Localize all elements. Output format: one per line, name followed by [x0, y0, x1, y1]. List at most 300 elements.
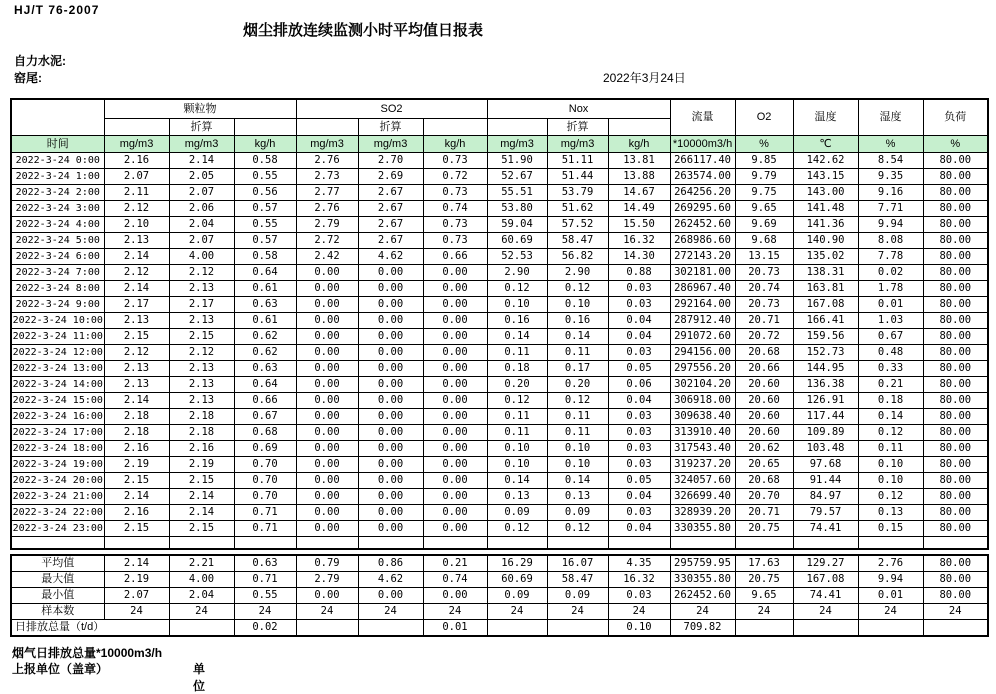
value-cell: 80.00	[923, 409, 988, 425]
value-cell: 319237.20	[670, 457, 735, 473]
value-cell: 0.66	[234, 393, 296, 409]
value-cell: 264256.20	[670, 185, 735, 201]
value-cell: 2.19	[104, 457, 169, 473]
daily-total-value-cell: 0.02	[234, 620, 296, 637]
value-cell: 0.71	[234, 505, 296, 521]
value-cell: 9.65	[735, 201, 793, 217]
value-cell: 56.82	[547, 249, 608, 265]
value-cell: 0.11	[487, 425, 547, 441]
value-cell: 2.18	[169, 409, 234, 425]
unit-header: mg/m3	[358, 136, 423, 153]
unit-header: *10000m3/h	[670, 136, 735, 153]
value-cell: 2.15	[104, 473, 169, 489]
unit-header: kg/h	[234, 136, 296, 153]
unit-header: mg/m3	[169, 136, 234, 153]
time-cell: 2022-3-24 8:00	[11, 281, 104, 297]
blank-cell	[423, 537, 487, 550]
value-cell: 2.18	[169, 425, 234, 441]
summary-value-cell: 4.62	[358, 572, 423, 588]
time-cell: 2022-3-24 13:00	[11, 361, 104, 377]
value-cell: 2.15	[104, 329, 169, 345]
summary-value-cell: 16.07	[547, 555, 608, 572]
value-cell: 0.12	[858, 425, 923, 441]
value-cell: 20.60	[735, 377, 793, 393]
value-cell: 269295.60	[670, 201, 735, 217]
value-cell: 80.00	[923, 169, 988, 185]
value-cell: 0.00	[358, 265, 423, 281]
value-cell: 20.72	[735, 329, 793, 345]
table-row	[11, 505, 988, 521]
value-cell: 2.15	[169, 521, 234, 537]
summary-value-cell: 2.19	[104, 572, 169, 588]
table-row	[11, 185, 988, 201]
value-cell: 14.49	[608, 201, 670, 217]
value-cell: 0.00	[358, 377, 423, 393]
hourly-data-table	[10, 98, 989, 550]
summary-label: 平均值	[11, 555, 104, 572]
blank-cell	[169, 537, 234, 550]
value-cell: 0.10	[487, 457, 547, 473]
value-cell: 9.79	[735, 169, 793, 185]
value-cell: 0.69	[234, 441, 296, 457]
value-cell: 0.67	[234, 409, 296, 425]
value-cell: 20.66	[735, 361, 793, 377]
value-cell: 0.18	[858, 393, 923, 409]
value-cell: 74.41	[793, 521, 858, 537]
header-o2: O2	[735, 99, 793, 136]
value-cell: 0.00	[358, 329, 423, 345]
value-cell: 0.01	[858, 297, 923, 313]
value-cell: 0.00	[358, 345, 423, 361]
value-cell: 2.14	[169, 153, 234, 169]
footer-line	[12, 660, 206, 693]
table-row	[11, 329, 988, 345]
summary-value-cell: 2.79	[296, 572, 358, 588]
value-cell: 53.80	[487, 201, 547, 217]
value-cell: 0.64	[234, 377, 296, 393]
blank-cell	[670, 537, 735, 550]
value-cell: 80.00	[923, 233, 988, 249]
summary-row	[11, 588, 988, 604]
value-cell: 13.88	[608, 169, 670, 185]
value-cell: 0.10	[547, 457, 608, 473]
value-cell: 0.14	[487, 329, 547, 345]
daily-total-value-cell: 0.10	[608, 620, 670, 637]
value-cell: 2.73	[296, 169, 358, 185]
value-cell: 140.90	[793, 233, 858, 249]
value-cell: 0.74	[423, 201, 487, 217]
value-cell: 0.00	[296, 457, 358, 473]
value-cell: 0.09	[487, 505, 547, 521]
time-cell: 2022-3-24 0:00	[11, 153, 104, 169]
blank-cell	[487, 537, 547, 550]
corner-cell	[11, 99, 104, 136]
value-cell: 0.00	[358, 313, 423, 329]
value-cell: 4.62	[358, 249, 423, 265]
blank-cell	[608, 537, 670, 550]
value-cell: 0.00	[423, 489, 487, 505]
daily-total-value-cell: 709.82	[670, 620, 735, 637]
empty-row	[11, 537, 988, 550]
value-cell: 0.00	[296, 377, 358, 393]
daily-total-value-cell	[358, 620, 423, 637]
value-cell: 0.00	[296, 329, 358, 345]
value-cell: 272143.20	[670, 249, 735, 265]
summary-label: 最小值	[11, 588, 104, 604]
time-cell: 2022-3-24 2:00	[11, 185, 104, 201]
value-cell: 292164.00	[670, 297, 735, 313]
value-cell: 58.47	[547, 233, 608, 249]
value-cell: 2.15	[169, 329, 234, 345]
table-row	[11, 281, 988, 297]
value-cell: 16.32	[608, 233, 670, 249]
value-cell: 52.67	[487, 169, 547, 185]
time-cell: 2022-3-24 10:00	[11, 313, 104, 329]
value-cell: 9.68	[735, 233, 793, 249]
value-cell: 20.75	[735, 521, 793, 537]
table-row	[11, 217, 988, 233]
value-cell: 0.48	[858, 345, 923, 361]
value-cell: 136.38	[793, 377, 858, 393]
summary-value-cell: 24	[923, 604, 988, 620]
value-cell: 2.67	[358, 201, 423, 217]
report-table-area	[10, 98, 988, 637]
unit-header: mg/m3	[487, 136, 547, 153]
value-cell: 0.63	[234, 361, 296, 377]
summary-value-cell: 24	[670, 604, 735, 620]
flow-total-note: 烟气日排放总量*10000m3/h	[12, 646, 163, 660]
value-cell: 0.04	[608, 329, 670, 345]
summary-value-cell: 24	[608, 604, 670, 620]
value-cell: 152.73	[793, 345, 858, 361]
value-cell: 0.00	[358, 457, 423, 473]
table-row	[11, 473, 988, 489]
value-cell: 51.90	[487, 153, 547, 169]
value-cell: 2.90	[547, 265, 608, 281]
value-cell: 2.12	[169, 265, 234, 281]
value-cell: 2.13	[104, 233, 169, 249]
value-cell: 159.56	[793, 329, 858, 345]
table-row	[11, 521, 988, 537]
summary-value-cell: 60.69	[487, 572, 547, 588]
daily-total-value-cell	[793, 620, 858, 637]
value-cell: 2.14	[104, 249, 169, 265]
unit-header: mg/m3	[547, 136, 608, 153]
time-cell: 2022-3-24 15:00	[11, 393, 104, 409]
blank-cell	[11, 537, 104, 550]
summary-value-cell: 4.00	[169, 572, 234, 588]
value-cell: 2.12	[169, 345, 234, 361]
summary-value-cell: 0.00	[296, 588, 358, 604]
value-cell: 0.00	[358, 441, 423, 457]
value-cell: 80.00	[923, 217, 988, 233]
value-cell: 0.64	[234, 265, 296, 281]
value-cell: 0.00	[358, 489, 423, 505]
conversion-header-pm: 折算	[169, 119, 234, 136]
summary-value-cell: 24	[547, 604, 608, 620]
header-flow: 流量	[670, 99, 735, 136]
table-row	[11, 409, 988, 425]
blank-cell	[234, 537, 296, 550]
daily-total-value-cell	[735, 620, 793, 637]
value-cell: 324057.60	[670, 473, 735, 489]
unit-header: mg/m3	[296, 136, 358, 153]
unit-header: mg/m3	[104, 136, 169, 153]
value-cell: 0.13	[547, 489, 608, 505]
site-label: 窑尾:	[14, 71, 42, 85]
time-cell: 2022-3-24 5:00	[11, 233, 104, 249]
table-row	[11, 345, 988, 361]
value-cell: 20.70	[735, 489, 793, 505]
summary-value-cell: 295759.95	[670, 555, 735, 572]
value-cell: 0.14	[858, 409, 923, 425]
value-cell: 141.48	[793, 201, 858, 217]
value-cell: 0.12	[547, 521, 608, 537]
value-cell: 20.73	[735, 265, 793, 281]
value-cell: 0.00	[296, 425, 358, 441]
value-cell: 2.77	[296, 185, 358, 201]
value-cell: 2.12	[104, 265, 169, 281]
doc-code: HJ/T 76-2007	[14, 3, 100, 17]
value-cell: 0.00	[296, 265, 358, 281]
value-cell: 20.73	[735, 297, 793, 313]
value-cell: 2.67	[358, 185, 423, 201]
summary-value-cell: 0.03	[608, 588, 670, 604]
value-cell: 0.10	[547, 441, 608, 457]
value-cell: 2.13	[169, 313, 234, 329]
value-cell: 0.00	[423, 425, 487, 441]
value-cell: 2.07	[169, 185, 234, 201]
value-cell: 0.62	[234, 329, 296, 345]
value-cell: 59.04	[487, 217, 547, 233]
value-cell: 2.76	[296, 153, 358, 169]
value-cell: 2.06	[169, 201, 234, 217]
blank-cell	[858, 537, 923, 550]
table-row	[11, 393, 988, 409]
summary-value-cell: 330355.80	[670, 572, 735, 588]
time-cell: 2022-3-24 22:00	[11, 505, 104, 521]
value-cell: 2.13	[104, 313, 169, 329]
blank-cell	[423, 119, 487, 136]
value-cell: 20.60	[735, 409, 793, 425]
time-cell: 2022-3-24 23:00	[11, 521, 104, 537]
value-cell: 0.00	[358, 361, 423, 377]
value-cell: 60.69	[487, 233, 547, 249]
units-header-row	[11, 136, 988, 153]
value-cell: 51.44	[547, 169, 608, 185]
value-cell: 143.00	[793, 185, 858, 201]
summary-row	[11, 604, 988, 620]
value-cell: 0.05	[608, 473, 670, 489]
value-cell: 0.00	[423, 345, 487, 361]
time-cell: 2022-3-24 14:00	[11, 377, 104, 393]
value-cell: 103.48	[793, 441, 858, 457]
value-cell: 2.13	[169, 281, 234, 297]
value-cell: 2.13	[104, 361, 169, 377]
value-cell: 294156.00	[670, 345, 735, 361]
summary-value-cell: 9.94	[858, 572, 923, 588]
value-cell: 7.78	[858, 249, 923, 265]
time-cell: 2022-3-24 18:00	[11, 441, 104, 457]
value-cell: 80.00	[923, 505, 988, 521]
value-cell: 302104.20	[670, 377, 735, 393]
value-cell: 0.10	[858, 457, 923, 473]
value-cell: 0.62	[234, 345, 296, 361]
value-cell: 0.03	[608, 409, 670, 425]
daily-total-value-cell	[169, 620, 234, 637]
table-row	[11, 457, 988, 473]
group-header-so2: SO2	[296, 99, 487, 119]
value-cell: 2.14	[169, 489, 234, 505]
value-cell: 0.04	[608, 313, 670, 329]
summary-row	[11, 555, 988, 572]
summary-label: 样本数	[11, 604, 104, 620]
value-cell: 20.74	[735, 281, 793, 297]
value-cell: 0.00	[423, 377, 487, 393]
value-cell: 0.11	[487, 345, 547, 361]
value-cell: 141.36	[793, 217, 858, 233]
value-cell: 2.42	[296, 249, 358, 265]
value-cell: 328939.20	[670, 505, 735, 521]
time-cell: 2022-3-24 3:00	[11, 201, 104, 217]
value-cell: 2.16	[169, 441, 234, 457]
value-cell: 166.41	[793, 313, 858, 329]
value-cell: 0.61	[234, 281, 296, 297]
value-cell: 0.09	[547, 505, 608, 521]
value-cell: 0.67	[858, 329, 923, 345]
table-row	[11, 489, 988, 505]
value-cell: 0.00	[296, 521, 358, 537]
value-cell: 0.00	[423, 313, 487, 329]
summary-value-cell: 20.75	[735, 572, 793, 588]
value-cell: 313910.40	[670, 425, 735, 441]
time-cell: 2022-3-24 9:00	[11, 297, 104, 313]
value-cell: 163.81	[793, 281, 858, 297]
value-cell: 0.16	[487, 313, 547, 329]
summary-row	[11, 572, 988, 588]
value-cell: 0.73	[423, 217, 487, 233]
value-cell: 14.67	[608, 185, 670, 201]
value-cell: 0.00	[423, 473, 487, 489]
header-temperature: 温度	[793, 99, 858, 136]
value-cell: 0.12	[547, 281, 608, 297]
value-cell: 13.81	[608, 153, 670, 169]
blank-cell	[735, 537, 793, 550]
value-cell: 2.16	[104, 441, 169, 457]
value-cell: 2.07	[169, 233, 234, 249]
summary-value-cell: 0.01	[858, 588, 923, 604]
summary-value-cell: 0.00	[358, 588, 423, 604]
value-cell: 0.15	[858, 521, 923, 537]
value-cell: 2.79	[296, 217, 358, 233]
value-cell: 0.00	[423, 281, 487, 297]
time-cell: 2022-3-24 6:00	[11, 249, 104, 265]
summary-value-cell: 2.76	[858, 555, 923, 572]
summary-value-cell: 17.63	[735, 555, 793, 572]
value-cell: 0.10	[547, 297, 608, 313]
value-cell: 0.57	[234, 233, 296, 249]
value-cell: 2.18	[104, 425, 169, 441]
blank-cell	[547, 537, 608, 550]
value-cell: 51.62	[547, 201, 608, 217]
value-cell: 0.61	[234, 313, 296, 329]
value-cell: 0.70	[234, 473, 296, 489]
header-load: 负荷	[923, 99, 988, 136]
time-cell: 2022-3-24 7:00	[11, 265, 104, 281]
value-cell: 4.00	[169, 249, 234, 265]
time-cell: 2022-3-24 16:00	[11, 409, 104, 425]
value-cell: 142.62	[793, 153, 858, 169]
table-row	[11, 425, 988, 441]
value-cell: 0.00	[296, 281, 358, 297]
value-cell: 80.00	[923, 313, 988, 329]
value-cell: 0.00	[358, 425, 423, 441]
group-header-particulate: 颗粒物	[104, 99, 296, 119]
report-unit-label: 上报单位（盖章）	[12, 662, 109, 676]
value-cell: 0.13	[487, 489, 547, 505]
summary-value-cell: 0.71	[234, 572, 296, 588]
value-cell: 53.79	[547, 185, 608, 201]
value-cell: 263574.00	[670, 169, 735, 185]
value-cell: 2.04	[169, 217, 234, 233]
value-cell: 0.14	[547, 473, 608, 489]
value-cell: 0.03	[608, 457, 670, 473]
conversion-header-so2: 折算	[358, 119, 423, 136]
value-cell: 0.73	[423, 185, 487, 201]
value-cell: 0.00	[358, 505, 423, 521]
value-cell: 84.97	[793, 489, 858, 505]
unit-header: kg/h	[608, 136, 670, 153]
value-cell: 80.00	[923, 153, 988, 169]
value-cell: 0.66	[423, 249, 487, 265]
value-cell: 266117.40	[670, 153, 735, 169]
value-cell: 80.00	[923, 473, 988, 489]
value-cell: 2.12	[104, 345, 169, 361]
value-cell: 0.73	[423, 153, 487, 169]
value-cell: 0.03	[608, 297, 670, 313]
value-cell: 2.16	[104, 153, 169, 169]
value-cell: 0.06	[608, 377, 670, 393]
value-cell: 2.19	[169, 457, 234, 473]
value-cell: 0.56	[234, 185, 296, 201]
value-cell: 0.16	[547, 313, 608, 329]
value-cell: 20.62	[735, 441, 793, 457]
value-cell: 0.00	[296, 505, 358, 521]
value-cell: 2.16	[104, 505, 169, 521]
value-cell: 0.14	[547, 329, 608, 345]
value-cell: 2.13	[169, 393, 234, 409]
value-cell: 0.00	[423, 361, 487, 377]
value-cell: 0.00	[358, 473, 423, 489]
value-cell: 8.54	[858, 153, 923, 169]
value-cell: 80.00	[923, 377, 988, 393]
value-cell: 0.70	[234, 457, 296, 473]
value-cell: 20.60	[735, 393, 793, 409]
value-cell: 0.00	[423, 441, 487, 457]
table-row	[11, 313, 988, 329]
value-cell: 20.68	[735, 473, 793, 489]
value-cell: 13.15	[735, 249, 793, 265]
summary-value-cell: 58.47	[547, 572, 608, 588]
value-cell: 317543.40	[670, 441, 735, 457]
value-cell: 0.02	[858, 265, 923, 281]
value-cell: 52.53	[487, 249, 547, 265]
time-cell: 2022-3-24 4:00	[11, 217, 104, 233]
blank-cell	[104, 119, 169, 136]
value-cell: 0.00	[358, 521, 423, 537]
value-cell: 0.00	[358, 409, 423, 425]
value-cell: 268986.60	[670, 233, 735, 249]
